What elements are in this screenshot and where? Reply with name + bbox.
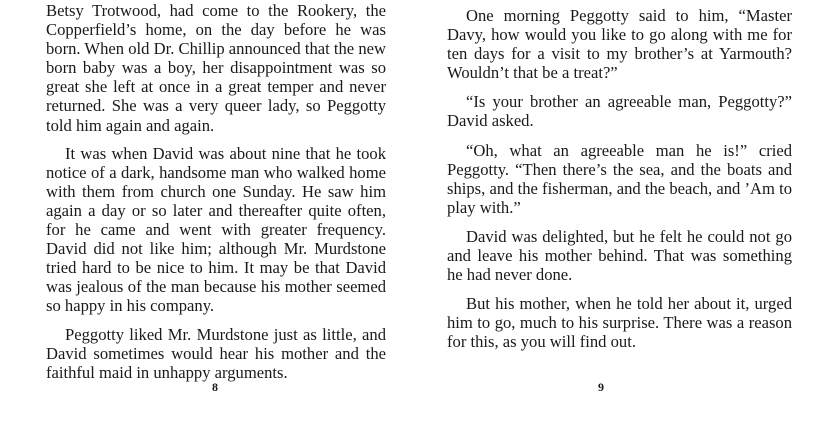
left-paragraph-2: It was when David was about nine that he took notice of a dark, handsome man who walked home with them from church one Sunday. He saw him again a day or so later and thereafter quite often, for he came and went with greater frequency. David did not like him; although Mr. Murdstone tried hard to be nice to him. It may be that David was jealous of the man because his mother seemed so happy in his company. [46,143,386,316]
right-page-number: 9 [598,380,604,394]
right-page [414,0,828,432]
right-paragraph-4: David was delighted, but he felt he could not go and leave his mother behind. That was something he had never done. [447,226,792,285]
right-paragraph-5: But his mother, when he told her about it, urged him to go, much to his surprise. There was a reason for this, as you will find out. [447,294,792,352]
left-page-number: 8 [212,380,218,394]
left-paragraph-1: Betsy Trotwood, had come to the Rookery, the Copperfield’s home, on the day before he was born. When old Dr. Chillip announced that the new born baby was a boy, her disappointment was so great she left at once in a great temper and never returned. She was a very queer lady, so Peggotty told him again and again. [46,1,386,135]
right-page-text [447,6,792,352]
right-paragraph-3: “Oh, what an agreeable man he is!” cried Peggotty. “Then there’s the sea, and the boats and ships, and the fisherman, and the beach, and ’Am to play with.” [447,140,792,217]
right-paragraph-1: One morning Peggotty said to him, “Master Davy, how would you like to go along with me for ten days for a visit to my brother’s at Yarmouth? Wouldn’t that be a treat?” [447,6,792,83]
left-page-text [46,1,386,382]
left-paragraph-3: Peggotty liked Mr. Murdstone just as little, and David sometimes would hear his mother and the faithful maid in unhappy arguments. [46,324,386,382]
right-paragraph-2: “Is your brother an agreeable man, Peggotty?” David asked. [447,92,792,131]
